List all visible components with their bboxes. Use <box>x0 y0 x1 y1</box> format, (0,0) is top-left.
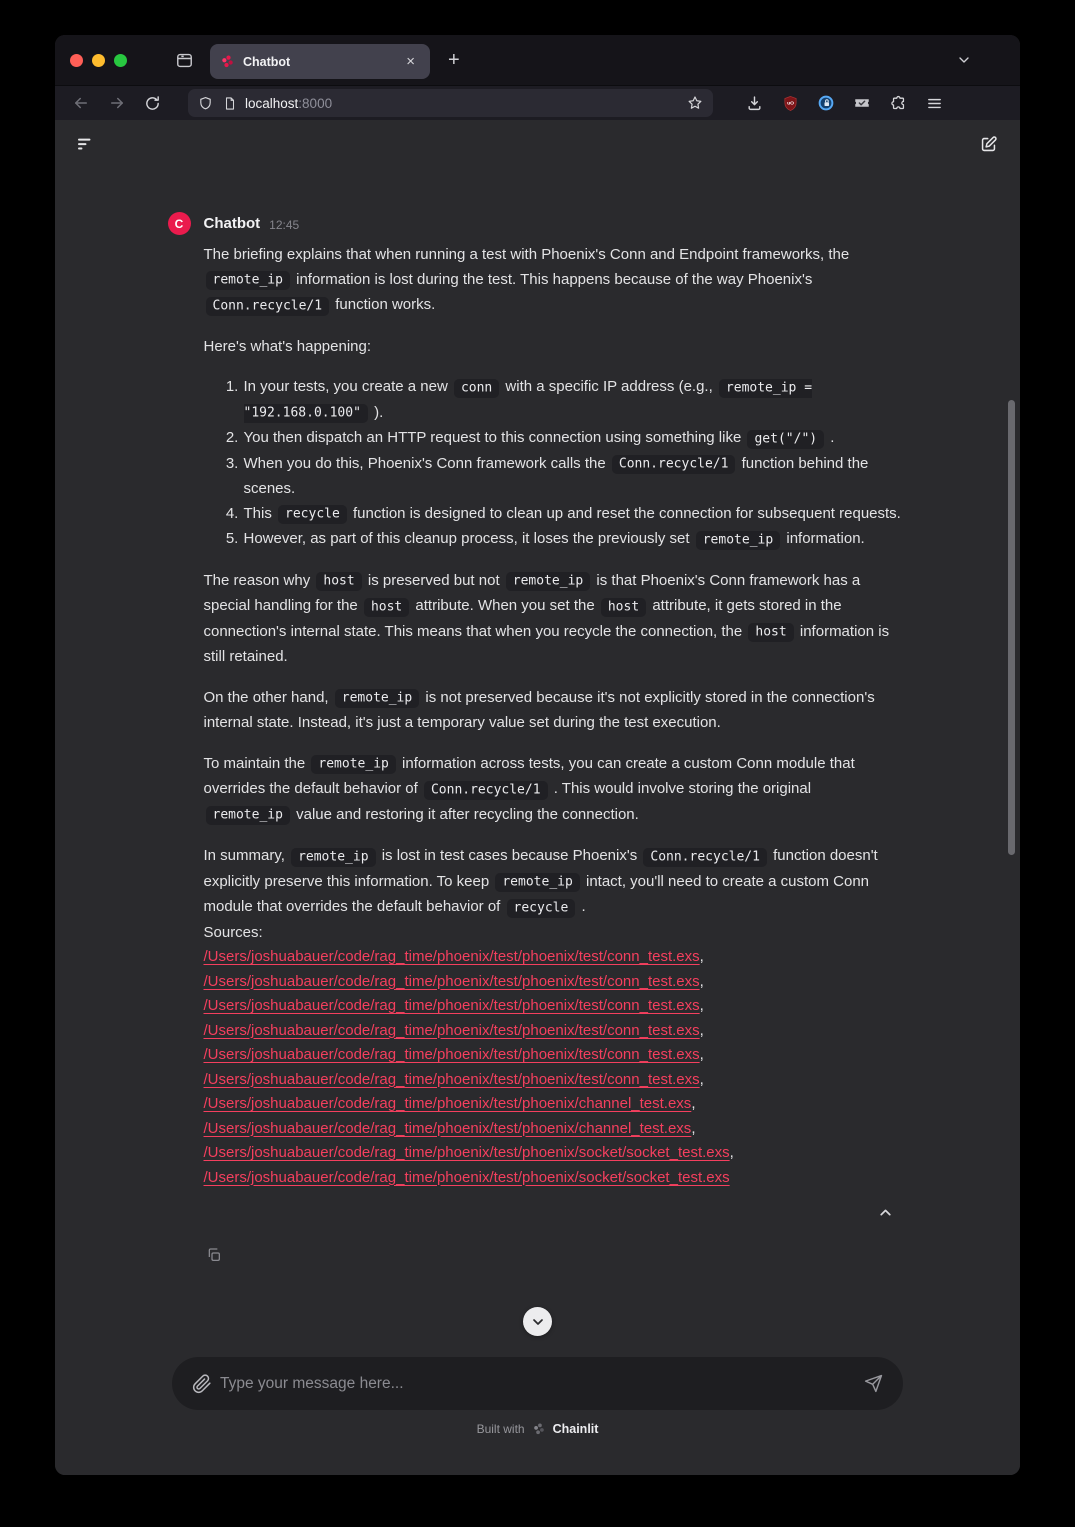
list-tabs-chevron-icon[interactable] <box>956 52 972 68</box>
tab-strip <box>55 35 1020 85</box>
text-run: When you do this, Phoenix's Conn framework calls the <box>243 454 610 472</box>
inline-code: remote_ip <box>291 848 375 867</box>
timestamp: 12:45 <box>269 217 300 232</box>
copy-icon[interactable] <box>204 1245 224 1265</box>
text-run: is preserved but not <box>363 571 504 589</box>
message-body <box>204 243 902 1190</box>
source-link-line <box>204 1019 902 1044</box>
text-run: information. <box>782 530 865 547</box>
text-run: ). <box>369 403 384 421</box>
built-with-label: Built with <box>476 1422 525 1436</box>
text-run: You then dispatch an HTTP request to this connection using something like <box>243 429 746 446</box>
text-run: . <box>577 898 586 915</box>
url-text: localhost:8000 <box>245 95 333 111</box>
bookmark-star-icon[interactable] <box>687 95 703 111</box>
text-run: intact, you'll need to create a custom Conn module that overrides the default behavior of <box>203 872 870 915</box>
inline-code: Conn.recycle/1 <box>424 781 548 800</box>
source-link[interactable]: /Users/joshuabauer/code/rag_time/phoenix/test/phoenix/socket/socket_test.exs <box>203 1144 730 1161</box>
source-link-line <box>204 1166 902 1191</box>
browser-window <box>55 35 1020 1475</box>
ublock-origin-icon[interactable] <box>777 90 803 116</box>
message-actions <box>204 1245 908 1265</box>
list-item <box>243 375 902 426</box>
link-suffix: , <box>699 972 704 990</box>
source-link-line <box>204 945 902 970</box>
source-link[interactable]: /Users/joshuabauer/code/rag_time/phoenix/test/phoenix/test/conn_test.exs <box>203 997 700 1014</box>
text-run: function behind the scenes. <box>243 454 869 497</box>
tab-title: Chatbot <box>243 54 291 69</box>
inline-code: Conn.recycle/1 <box>206 297 330 316</box>
page-content <box>55 120 1020 1475</box>
list-item <box>243 426 902 452</box>
source-link-line <box>204 1068 902 1093</box>
list-item <box>243 527 902 553</box>
inline-code: host <box>601 598 646 617</box>
inline-code: remote_ip <box>206 271 290 290</box>
link-suffix: , <box>699 1046 704 1063</box>
text-run: On the other hand, <box>203 688 333 706</box>
inline-code: host <box>364 598 409 617</box>
paragraph <box>204 686 902 736</box>
toolbar-extensions <box>741 90 947 116</box>
text-run: is not preserved because it's not explicitly stored in the connection's internal state. Instead, it's just a temporary value set during the test execution. <box>203 688 875 731</box>
tab-chatbot[interactable] <box>210 44 430 79</box>
text-run: function is designed to clean up and reset the connection for subsequent requests. <box>348 504 901 522</box>
text-run: value and restoring it after recycling the connection. <box>291 805 639 823</box>
inline-code: remote_ip <box>206 806 290 825</box>
text-run: However, as part of this cleanup process, it loses the previously set <box>243 530 694 547</box>
text-run: This <box>243 504 277 522</box>
inline-code: remote_ip <box>495 873 579 892</box>
source-link-line <box>204 1117 902 1142</box>
shield-icon[interactable] <box>198 96 213 111</box>
inline-code: remote_ip = "192.168.0.100" <box>244 379 813 424</box>
link-suffix: , <box>699 1070 704 1088</box>
inline-code: conn <box>454 379 499 398</box>
chat-header <box>55 120 1020 168</box>
reload-icon[interactable] <box>138 90 166 116</box>
text-run: In summary, <box>203 847 290 864</box>
text-run: The reason why <box>203 571 315 589</box>
paragraph <box>204 243 902 319</box>
message-header <box>168 212 908 235</box>
text-run: information is still retained. <box>203 622 890 665</box>
new-tab-button[interactable]: + <box>448 49 460 71</box>
inline-code: recycle <box>507 899 576 918</box>
chainlit-brand-link[interactable]: Chainlit <box>552 1422 599 1436</box>
link-suffix: , <box>691 1095 696 1112</box>
message-input[interactable] <box>220 1375 856 1393</box>
minimize-window-button[interactable] <box>92 54 105 67</box>
message-composer[interactable] <box>172 1357 903 1410</box>
paragraph <box>204 569 902 670</box>
author-name: Chatbot <box>203 215 261 232</box>
inline-code: get("/") <box>747 430 824 449</box>
source-link[interactable]: /Users/joshuabauer/code/rag_time/phoenix/test/phoenix/test/conn_test.exs <box>203 1046 700 1063</box>
source-link-line <box>204 1141 902 1166</box>
text-run: . <box>826 429 835 446</box>
extensions-puzzle-icon[interactable] <box>885 90 911 116</box>
collapse-row <box>168 1202 908 1223</box>
text-run: attribute. When you set the <box>411 597 599 614</box>
link-suffix: , <box>691 1119 696 1137</box>
text-run: function works. <box>331 296 436 313</box>
text-run: Here's what's happening: <box>203 337 371 355</box>
svg-text:uO: uO <box>786 101 794 107</box>
list-item <box>243 452 902 502</box>
scrollbar-thumb[interactable] <box>1008 400 1015 855</box>
privacy-badger-icon[interactable] <box>813 90 839 116</box>
chainlit-logo-icon <box>532 1422 546 1436</box>
inline-code: host <box>316 572 361 591</box>
scroll-to-bottom-button[interactable] <box>523 1307 552 1336</box>
source-link[interactable]: /Users/joshuabauer/code/rag_time/phoenix/test/phoenix/socket/socket_test.exs <box>203 1168 730 1186</box>
source-link-line <box>204 1043 902 1068</box>
source-link[interactable]: /Users/joshuabauer/code/rag_time/phoenix/test/phoenix/test/conn_test.exs <box>203 1021 700 1039</box>
inline-code: remote_ip <box>311 755 395 774</box>
text-run: To maintain the <box>203 754 310 772</box>
source-link[interactable]: /Users/joshuabauer/code/rag_time/phoenix/test/phoenix/test/conn_test.exs <box>203 948 700 965</box>
avatar: C <box>168 212 191 235</box>
zoom-window-button[interactable] <box>114 54 127 67</box>
url-bar[interactable] <box>188 89 713 117</box>
traffic-lights <box>70 54 127 67</box>
assistant-message <box>168 212 908 1265</box>
new-chat-icon[interactable] <box>975 131 1002 158</box>
inline-code: host <box>748 623 793 642</box>
close-window-button[interactable] <box>70 54 83 67</box>
inline-code: remote_ip <box>335 689 419 708</box>
source-link-line <box>204 970 902 995</box>
bottom-bar <box>55 1307 1020 1475</box>
chainlit-favicon <box>220 54 235 69</box>
source-link[interactable]: /Users/joshuabauer/code/rag_time/phoenix/test/phoenix/test/conn_test.exs <box>203 972 700 990</box>
text-run: is lost in test cases because Phoenix's <box>377 847 642 864</box>
source-link-line <box>204 1092 902 1117</box>
download-icon[interactable] <box>741 90 767 116</box>
inline-code: remote_ip <box>696 531 780 550</box>
text-run: . This would involve storing the original <box>549 780 812 797</box>
url-port: :8000 <box>298 95 333 111</box>
text-run: Sources: <box>203 923 263 941</box>
ticket-extension-icon[interactable] <box>849 90 875 116</box>
inline-code: remote_ip <box>506 572 590 591</box>
text-run: The briefing explains that when running a test with Phoenix's Conn and Endpoint frameworks, the <box>203 246 850 263</box>
source-link[interactable]: /Users/joshuabauer/code/rag_time/phoenix/test/phoenix/channel_test.exs <box>203 1119 692 1137</box>
text-run: with a specific IP address (e.g., <box>501 378 717 395</box>
link-suffix: , <box>699 997 704 1014</box>
collapse-chevron-up-icon[interactable] <box>875 1202 896 1223</box>
source-link[interactable]: /Users/joshuabauer/code/rag_time/phoenix/test/phoenix/test/conn_test.exs <box>203 1070 700 1088</box>
send-icon[interactable] <box>864 1374 883 1393</box>
paragraph <box>204 335 902 360</box>
source-link-line <box>204 994 902 1019</box>
inline-code: recycle <box>278 505 347 524</box>
text-run: is that Phoenix's Conn framework has a special handling for the <box>203 571 861 614</box>
footer <box>477 1422 599 1436</box>
ordered-list <box>204 375 902 553</box>
link-suffix: , <box>699 948 704 965</box>
source-link[interactable]: /Users/joshuabauer/code/rag_time/phoenix/test/phoenix/channel_test.exs <box>203 1095 692 1112</box>
navigation-toolbar <box>55 85 1020 120</box>
link-suffix: , <box>699 1021 704 1039</box>
text-run: In your tests, you create a new <box>243 378 452 395</box>
link-suffix: , <box>729 1144 734 1161</box>
paragraph <box>204 844 902 921</box>
chat-area <box>55 168 1020 1307</box>
inline-code: Conn.recycle/1 <box>612 455 736 474</box>
page-info-icon[interactable] <box>223 96 237 111</box>
browser-sidebar-icon[interactable] <box>175 51 194 70</box>
text-run: information is lost during the test. This happens because of the way Phoenix's <box>291 270 813 288</box>
attachment-paperclip-icon[interactable] <box>192 1374 212 1394</box>
text-run: attribute, it gets stored in the connection's internal state. This means that when you recycle the connection, the <box>203 597 842 640</box>
paragraph <box>204 752 902 829</box>
text-run: information across tests, you can create a custom Conn module that overrides the default behavior of <box>203 754 855 797</box>
tab-close-icon[interactable]: × <box>406 53 415 70</box>
menu-hamburger-icon[interactable] <box>921 90 947 116</box>
inline-code: Conn.recycle/1 <box>643 848 767 867</box>
text-run: function doesn't explicitly preserve this information. To keep <box>203 847 878 890</box>
sidebar-toggle-icon[interactable] <box>73 132 99 156</box>
list-item <box>243 502 902 528</box>
forward-icon[interactable] <box>103 90 131 116</box>
back-icon[interactable] <box>67 90 95 116</box>
paragraph <box>204 921 902 946</box>
